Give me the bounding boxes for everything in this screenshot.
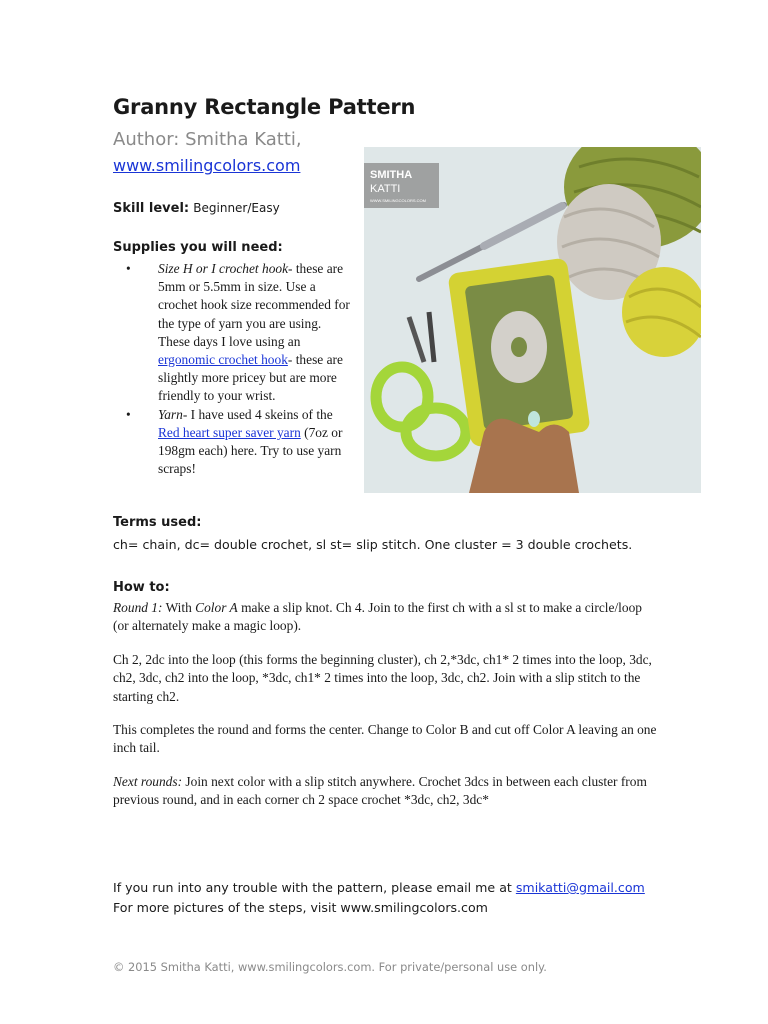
watermark-url: WWW.SMILINGCOLORS.COM — [370, 198, 426, 203]
terms-text: ch= chain, dc= double crochet, sl st= slip stitch. One cluster = 3 double crochets. — [113, 537, 633, 552]
supply-hook-name: Size H or I crochet hook — [158, 261, 289, 276]
watermark-line1: SMITHA — [370, 169, 413, 181]
trouble-line — [113, 878, 645, 898]
more-pictures-line: For more pictures of the steps, visit www.smilingcolors.com — [113, 900, 488, 915]
granny-rectangle-icon — [447, 257, 590, 447]
list-item — [113, 406, 353, 479]
author-line: Author: Smitha Katti, — [113, 129, 302, 150]
round1-text-b: make a slip knot. Ch 4. Join to the first ch with a sl st to make a circle/loop (or alternately make a magic loop). — [113, 600, 642, 634]
howto-heading: How to: — [113, 580, 170, 595]
supply-hook-text-after: - these are slightly more pricey but are more friendly to your wrist. — [158, 352, 343, 404]
website-link[interactable]: www.smilingcolors.com — [113, 156, 301, 175]
crochet-photo — [364, 147, 701, 493]
red-heart-yarn-link[interactable]: Red heart super saver yarn — [158, 424, 301, 440]
copyright-notice: © 2015 Smitha Katti, www.smilingcolors.com. For private/personal use only. — [113, 960, 547, 974]
round1-paragraph — [113, 599, 658, 636]
watermark-logo — [364, 163, 439, 208]
page-title: Granny Rectangle Pattern — [113, 95, 416, 119]
skill-level-label: Skill level: — [113, 201, 190, 216]
skill-level — [113, 201, 280, 216]
bullet-icon: • — [126, 261, 131, 276]
list-item — [113, 260, 353, 406]
supply-hook-text: - these are 5mm or 5.5mm in size. Use a crochet hook size recommended for the type of yarn you are using. These days I love using an — [158, 261, 350, 349]
supply-yarn-name: Yarn — [158, 406, 183, 422]
instruction-paragraph-2: Ch 2, 2dc into the loop (this forms the beginning cluster), ch 2,*3dc, ch1* 2 times into the loop, 3dc, ch2, 3dc, ch2 into the loop, *3dc, ch1* 2 times into the loop, 3dc, ch2. Join with a slip stitch to the starting ch2. — [113, 652, 652, 704]
footer-contact — [113, 878, 645, 918]
terms-heading: Terms used: — [113, 515, 202, 530]
ergonomic-hook-link[interactable]: ergonomic crochet hook — [158, 352, 288, 368]
supplies-list — [113, 260, 353, 478]
round1-label: Round 1: — [113, 600, 163, 615]
supply-yarn-text-after: (7oz or 198gm each) here. Try to use yarn scraps! — [158, 424, 343, 477]
next-rounds-label: Next rounds: — [113, 774, 183, 789]
crochet-photo-illustration — [364, 147, 701, 493]
skill-level-value: Beginner/Easy — [193, 201, 280, 215]
next-rounds-text: Join next color with a slip stitch anywhere. Crochet 3dcs in between each cluster from previous round, and in each corner ch 2 space crochet *3dc, ch2, 3dc* — [113, 774, 647, 808]
trouble-text: If you run into any trouble with the pattern, please email me at — [113, 880, 516, 895]
round1-color: Color A — [195, 600, 238, 615]
supplies-heading: Supplies you will need: — [113, 240, 283, 255]
next-rounds-paragraph — [113, 773, 658, 810]
round1-text-a: With — [162, 600, 196, 615]
bullet-icon: • — [126, 406, 131, 422]
watermark-line2: KATTI — [370, 183, 401, 195]
supply-yarn-text: - I have used 4 skeins of the — [182, 406, 333, 422]
instruction-paragraph-3: This completes the round and forms the center. Change to Color B and cut off Color A leaving an one inch tail. — [113, 722, 657, 756]
email-link[interactable]: smikatti@gmail.com — [515, 880, 645, 895]
